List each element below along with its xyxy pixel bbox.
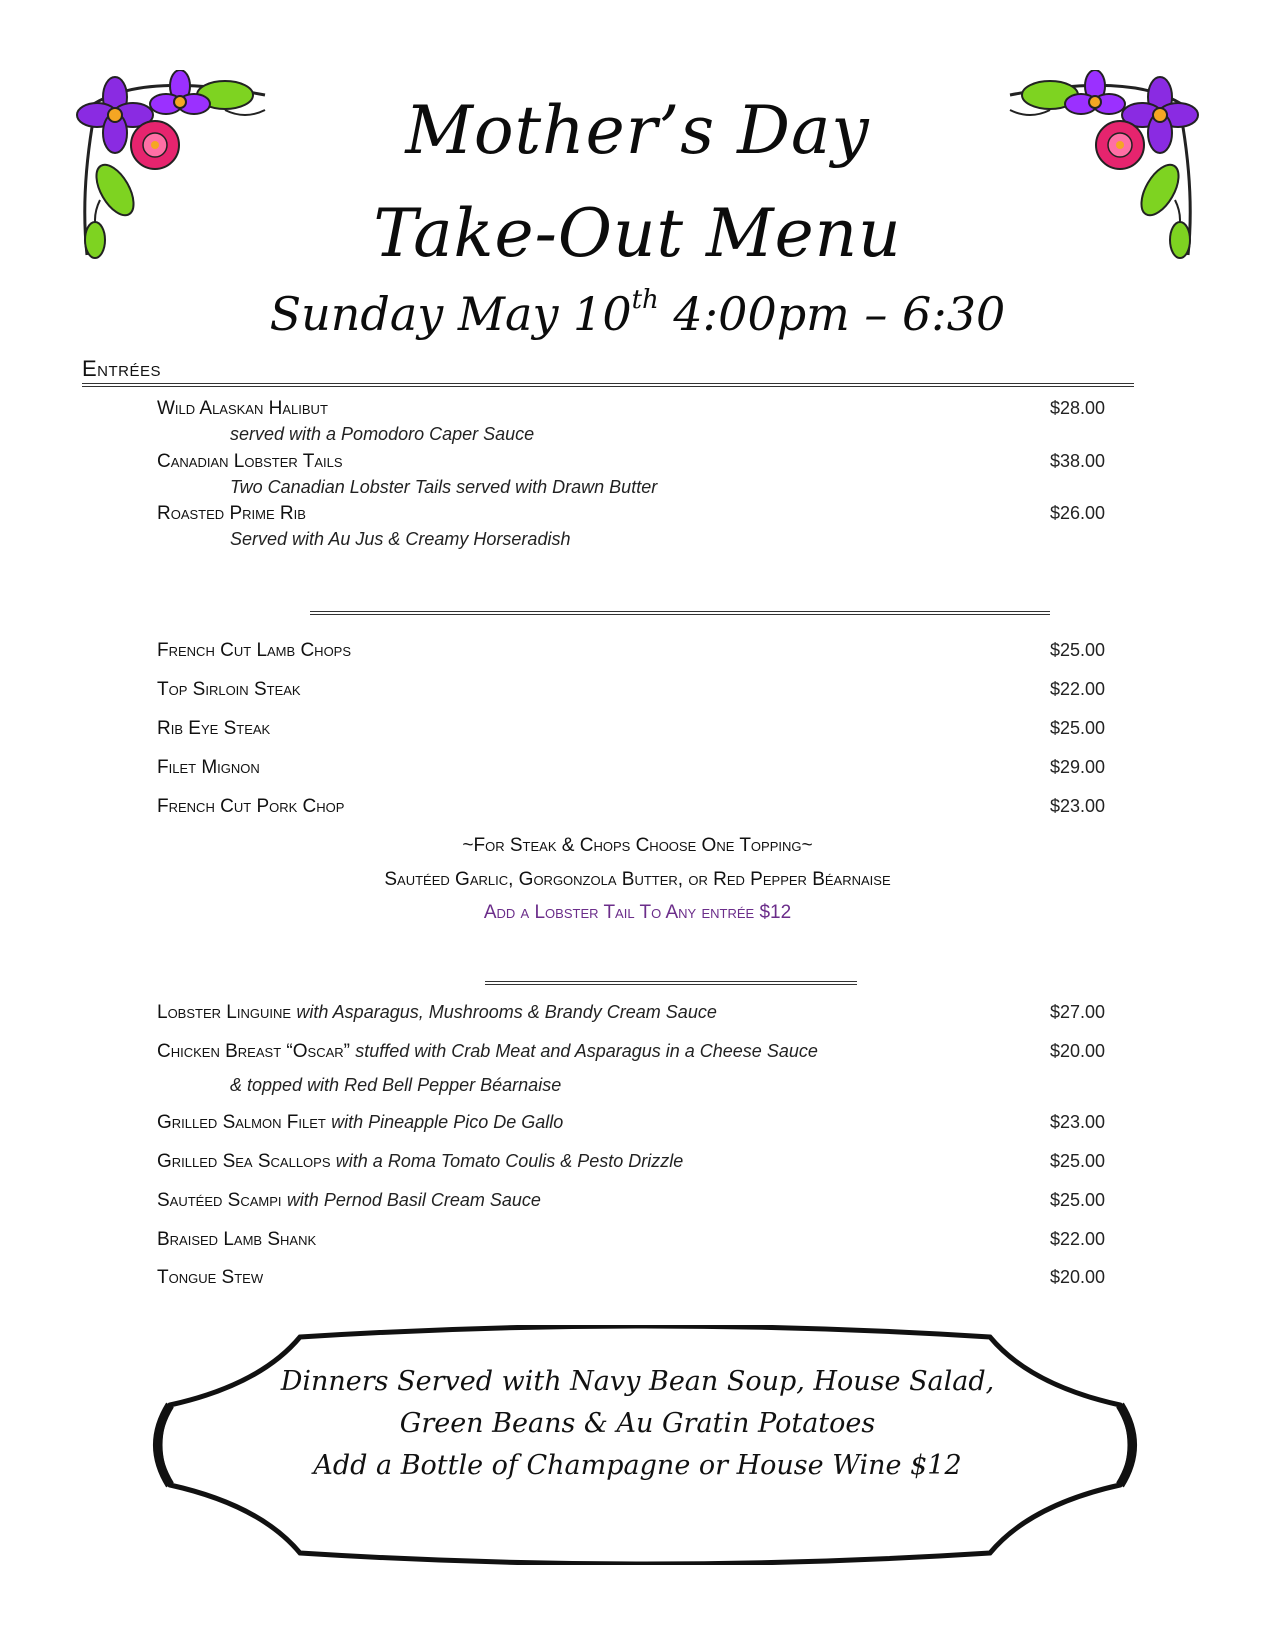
menu-item-price: $26.00 bbox=[1050, 503, 1106, 523]
group-divider bbox=[485, 981, 857, 985]
group-divider bbox=[310, 611, 1050, 615]
decorative-plaque-frame-icon bbox=[150, 1325, 1140, 1565]
menu-item-name: Top Sirloin Steak bbox=[157, 679, 301, 700]
menu-item bbox=[157, 1190, 541, 1212]
menu-item-description: with Pernod Basil Cream Sauce bbox=[286, 1190, 541, 1210]
menu-item-name: Chicken Breast “Oscar” bbox=[157, 1041, 350, 1062]
footer-line-3: Add a Bottle of Champagne or House Wine $12 bbox=[313, 1450, 962, 1481]
menu-item-description: served with a Pomodoro Caper Sauce bbox=[230, 424, 535, 444]
menu-item bbox=[157, 1151, 683, 1173]
menu-item-description: Two Canadian Lobster Tails served with Drawn Butter bbox=[230, 477, 658, 497]
menu-subtitle: Take-Out Menu bbox=[373, 195, 902, 272]
menu-item-description: with Pineapple Pico De Gallo bbox=[331, 1112, 564, 1132]
menu-item-price: $27.00 bbox=[1050, 1002, 1106, 1022]
topping-heading: ~For Steak & Chops Choose One Topping~ bbox=[462, 835, 813, 856]
menu-item-price: $28.00 bbox=[1050, 398, 1106, 418]
menu-item-name: Tongue Stew bbox=[157, 1267, 264, 1288]
time-range: 4:00pm – 6:30 bbox=[658, 287, 1006, 341]
menu-item-price: $25.00 bbox=[1050, 640, 1106, 660]
menu-item-description: Served with Au Jus & Creamy Horseradish bbox=[230, 529, 571, 549]
menu-item-description-continued: & topped with Red Bell Pepper Béarnaise bbox=[230, 1075, 562, 1095]
date-suffix: th bbox=[631, 285, 659, 315]
section-heading-entrees: Entrées bbox=[82, 356, 162, 381]
footer-line-1: Dinners Served with Navy Bean Soup, House Salad, bbox=[280, 1366, 995, 1397]
menu-item bbox=[157, 1112, 563, 1134]
menu-item-name: Canadian Lobster Tails bbox=[157, 451, 343, 472]
menu-item-price: $25.00 bbox=[1050, 1190, 1106, 1210]
menu-item-price: $25.00 bbox=[1050, 1151, 1106, 1171]
menu-title: Mother’s Day bbox=[405, 92, 870, 169]
footer-line-2: Green Beans & Au Gratin Potatoes bbox=[399, 1408, 876, 1439]
menu-item-name: French Cut Pork Chop bbox=[157, 796, 345, 817]
menu-item-name: Filet Mignon bbox=[157, 757, 260, 778]
menu-item-description: with a Roma Tomato Coulis & Pesto Drizzle bbox=[335, 1151, 684, 1171]
menu-item-price: $25.00 bbox=[1050, 718, 1106, 738]
menu-item-price: $20.00 bbox=[1050, 1267, 1106, 1287]
menu-item-description: stuffed with Crab Meat and Asparagus in a Cheese Sauce bbox=[355, 1041, 818, 1061]
menu-item-price: $22.00 bbox=[1050, 1229, 1106, 1249]
menu-item-name: Wild Alaskan Halibut bbox=[157, 398, 328, 419]
menu-item-price: $23.00 bbox=[1050, 1112, 1106, 1132]
menu-item-name: Lobster Linguine bbox=[157, 1002, 292, 1023]
menu-item bbox=[157, 1002, 717, 1024]
date-day: Sunday May 10 bbox=[269, 287, 632, 341]
menu-item-name: Braised Lamb Shank bbox=[157, 1229, 317, 1250]
menu-item-price: $22.00 bbox=[1050, 679, 1106, 699]
menu-item-name: Rib Eye Steak bbox=[157, 718, 271, 739]
menu-item-name: Grilled Salmon Filet bbox=[157, 1112, 326, 1133]
menu-date-time bbox=[0, 285, 1275, 341]
lobster-addon: Add a Lobster Tail To Any entrée $12 bbox=[483, 902, 792, 923]
menu-item-name: French Cut Lamb Chops bbox=[157, 640, 352, 661]
menu-item-description: with Asparagus, Mushrooms & Brandy Cream Sauce bbox=[296, 1002, 717, 1022]
menu-item-name: Roasted Prime Rib bbox=[157, 503, 306, 524]
menu-item-price: $23.00 bbox=[1050, 796, 1106, 816]
menu-item-price: $20.00 bbox=[1050, 1041, 1106, 1061]
menu-item-name: Grilled Sea Scallops bbox=[157, 1151, 331, 1172]
section-divider bbox=[82, 383, 1134, 387]
menu-item-price: $29.00 bbox=[1050, 757, 1106, 777]
menu-item bbox=[157, 1041, 818, 1063]
menu-item-price: $38.00 bbox=[1050, 451, 1106, 471]
topping-options: Sautéed Garlic, Gorgonzola Butter, or Red Pepper Béarnaise bbox=[384, 869, 891, 890]
menu-item-name: Sautéed Scampi bbox=[157, 1190, 282, 1211]
